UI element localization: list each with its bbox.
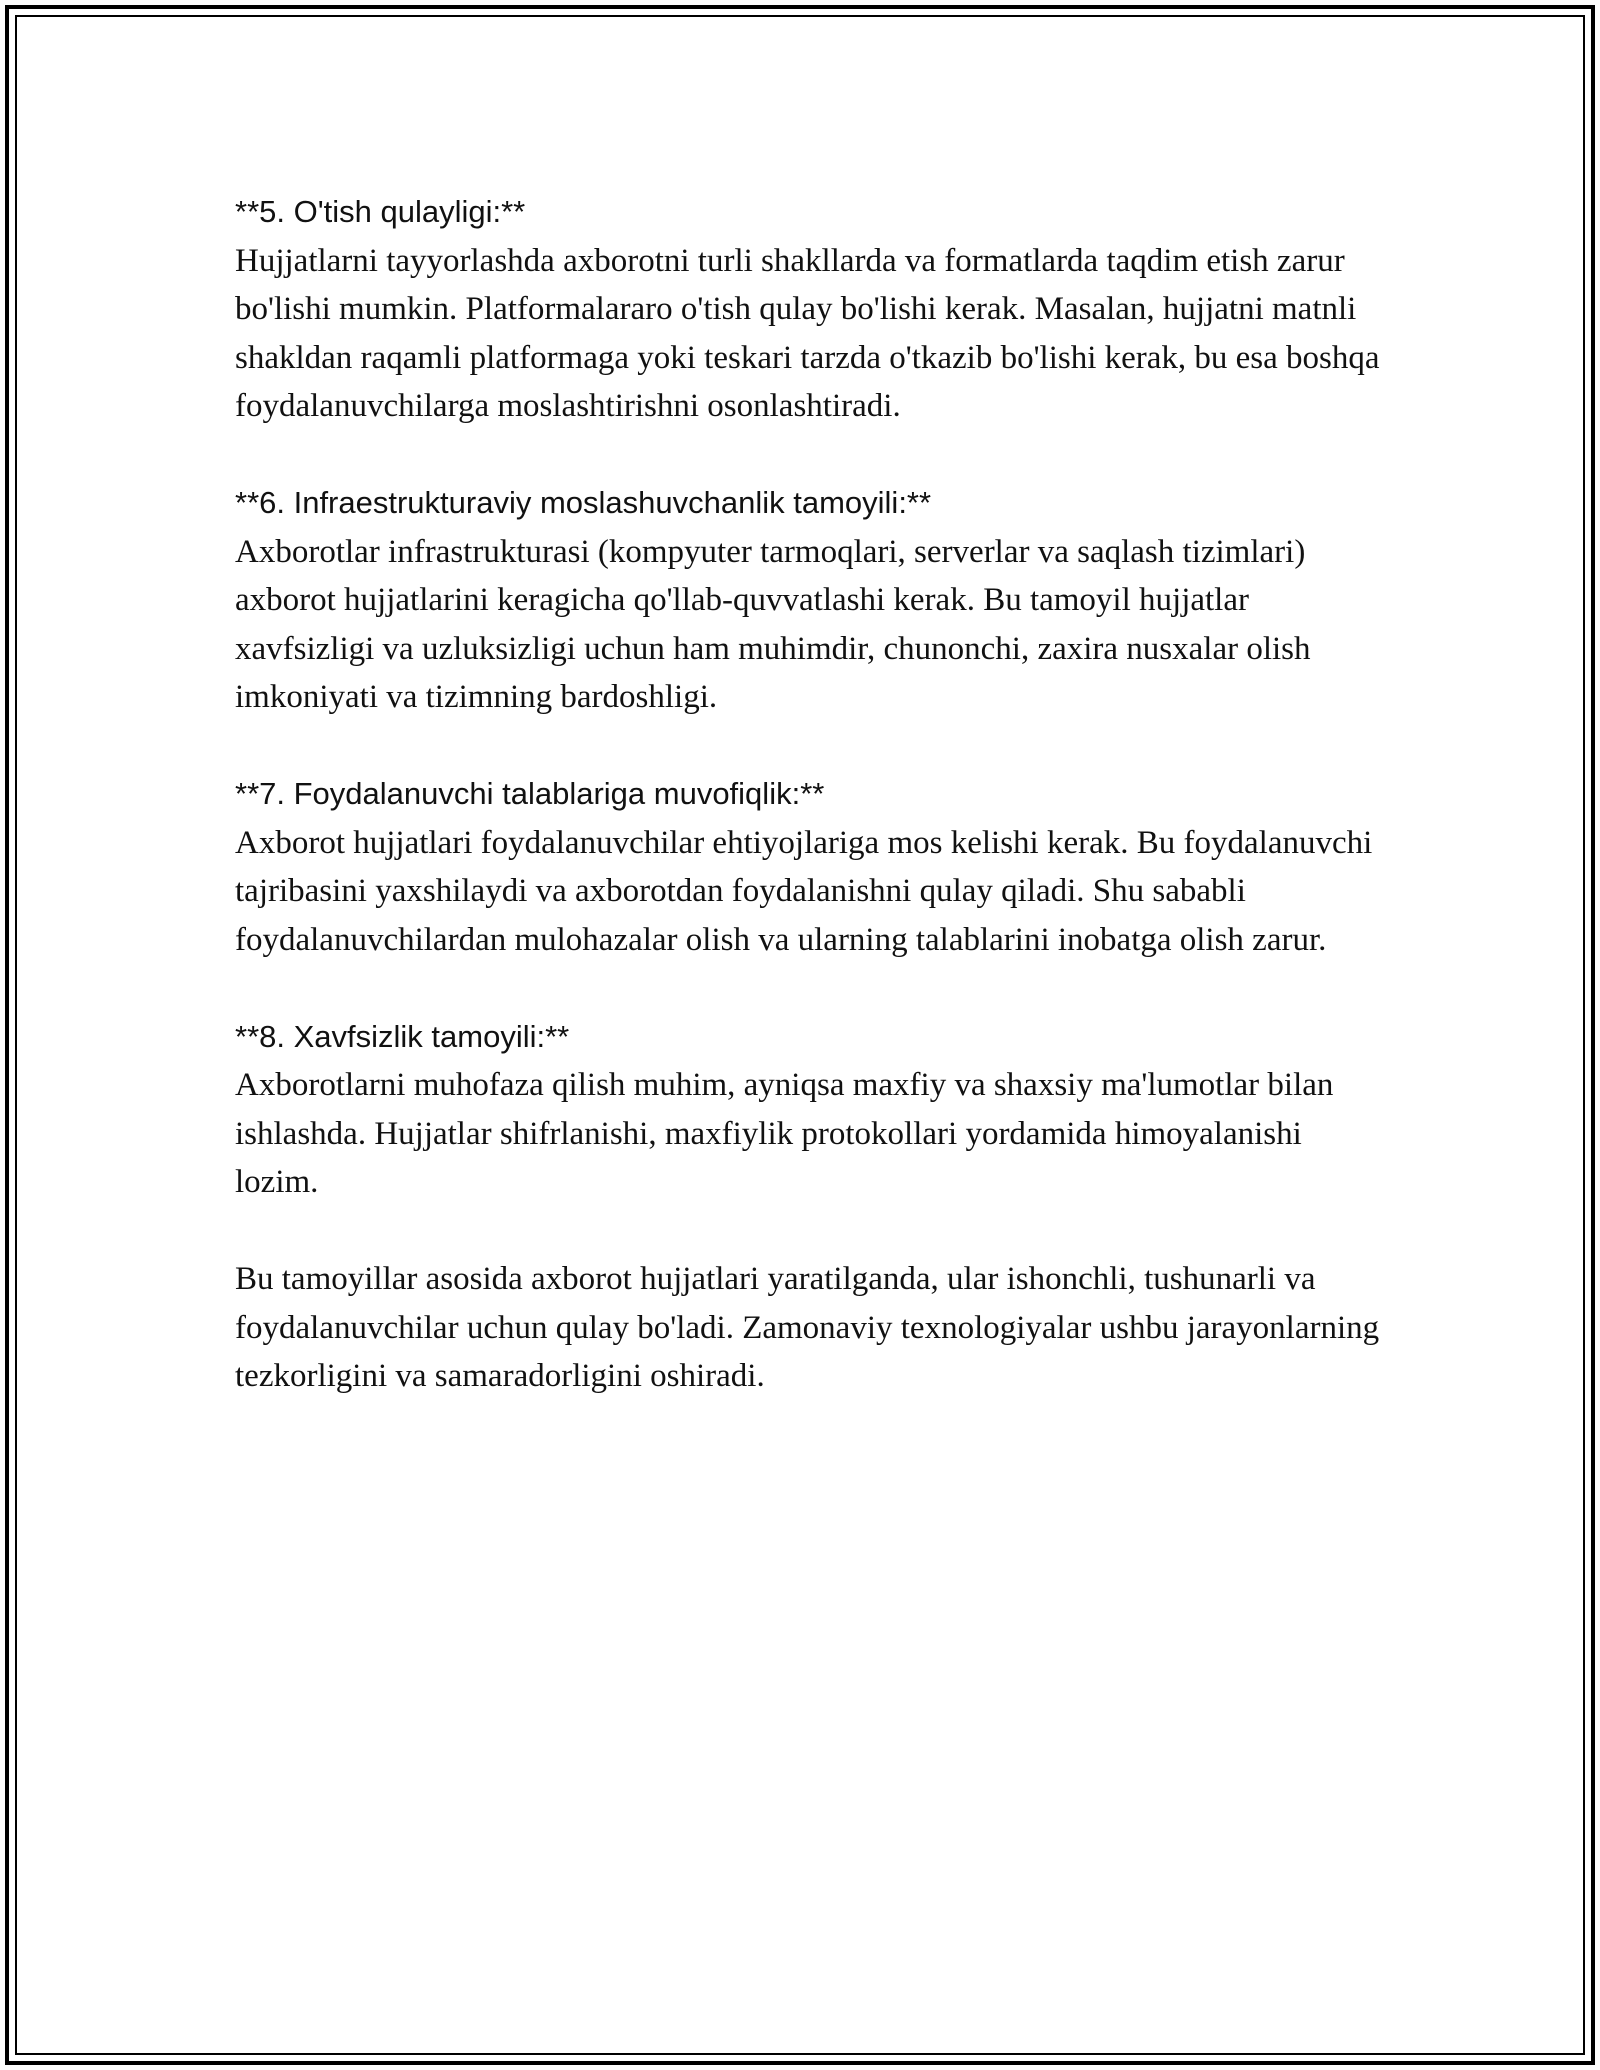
document-content (235, 188, 1385, 1401)
section-body: Hujjatlarni tayyorlashda axborotni turli shakllarda va formatlarda taqdim etish zarur bo'lishi mumkin. Platformalararo o'tish qulay bo'lishi kerak. Masalan, hujjatni matnli shakldan raqamli platformaga yoki teskari tarzda o'tkazib bo'lishi kerak, bu esa boshqa foydalanuvchilarga moslashtirishni osonlashtiradi. (235, 242, 1380, 424)
section-body: Axborot hujjatlari foydalanuvchilar ehtiyojlariga mos kelishi kerak. Bu foydalanuvchi tajribasini yaxshilaydi va axborotdan foydalanishni qulay qiladi. Shu sababli foydalanuvchilardan mulohazalar olish va ularning talablarini inobatga olish zarur. (235, 824, 1373, 958)
section-heading: **5. O'tish qulayligi:** (235, 194, 526, 229)
section-body: Axborotlar infrastrukturasi (kompyuter tarmoqlari, serverlar va saqlash tizimlari) axborot hujjatlarini keragicha qo'llab-quvvatlashi kerak. Bu tamoyil hujjatlar xavfsizligi va uzluksizligi uchun ham muhimdir, chunonchi, zaxira nusxalar olish imkoniyati va tizimning bardoshligi. (235, 533, 1311, 715)
section-6 (235, 479, 1385, 722)
section-heading: **6. Infraestrukturaviy moslashuvchanlik tamoyili:** (235, 485, 932, 520)
section-8 (235, 1013, 1385, 1207)
section-7 (235, 770, 1385, 964)
section-5 (235, 188, 1385, 431)
section-body: Axborotlarni muhofaza qilish muhim, ayniqsa maxfiy va shaxsiy ma'lumotlar bilan ishlashda. Hujjatlar shifrlanishi, maxfiylik protokollari yordamida himoyalanishi lozim. (235, 1067, 1334, 1200)
section-heading: **7. Foydalanuvchi talablariga muvofiqlik:** (235, 776, 825, 811)
section-heading: **8. Xavfsizlik tamoyili:** (235, 1018, 570, 1054)
closing-paragraph: Bu tamoyillar asosida axborot hujjatlari yaratilganda, ular ishonchli, tushunarli va foydalanuvchilar uchun qulay bo'ladi. Zamonaviy texnologiyalar ushbu jarayonlarning tezkorligini va samaradorligini oshiradi. (235, 1261, 1380, 1394)
